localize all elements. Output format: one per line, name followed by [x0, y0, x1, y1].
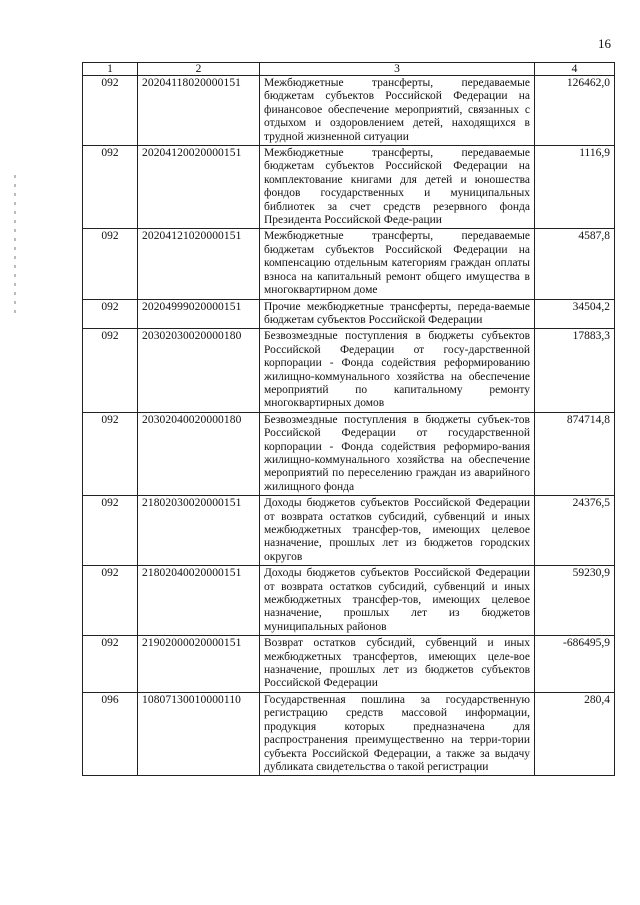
amount-cell: 4587,8: [535, 229, 615, 299]
amount-cell: 17883,3: [535, 329, 615, 412]
admin-code-cell: 092: [83, 496, 138, 566]
table-row: [83, 412, 615, 495]
table-row: [83, 329, 615, 412]
kbk-code-cell: 21902000020000151: [138, 636, 260, 693]
amount-cell: 34504,2: [535, 299, 615, 329]
admin-code-cell: 092: [83, 76, 138, 146]
description-cell: Межбюджетные трансферты, передаваемые бюджетам субъектов Российской Федерации на финансовое обеспечение мероприятий, связанных с отдыхом и оздоровлением детей, находящихся в трудной жизненной ситуации: [260, 76, 535, 146]
admin-code-cell: 092: [83, 146, 138, 229]
kbk-code-cell: 20204121020000151: [138, 229, 260, 299]
table-row: [83, 76, 615, 146]
table-row: [83, 146, 615, 229]
page-number: 16: [598, 36, 611, 51]
amount-cell: 1116,9: [535, 146, 615, 229]
admin-code-cell: 092: [83, 566, 138, 636]
kbk-code-cell: 20204999020000151: [138, 299, 260, 329]
admin-code-cell: 092: [83, 229, 138, 299]
description-cell: Прочие межбюджетные трансферты, переда-ваемые бюджетам субъектов Российской Федерации: [260, 299, 535, 329]
admin-code-cell: 092: [83, 329, 138, 412]
admin-code-cell: 096: [83, 692, 138, 775]
column-header: 2: [138, 63, 260, 76]
description-cell: Государственная пошлина за государственную регистрацию средств массовой информации, продукция которых предназначена для распространения преимущественно на терри-тории субъекта Российской Федерации, а также за выдачу дубликата свидетельства о такой регистрации: [260, 692, 535, 775]
column-header: 4: [535, 63, 615, 76]
admin-code-cell: 092: [83, 412, 138, 495]
table-row: [83, 496, 615, 566]
kbk-code-cell: 21802040020000151: [138, 566, 260, 636]
margin-binding-marks: [14, 175, 16, 315]
column-header: 3: [260, 63, 535, 76]
description-cell: Межбюджетные трансферты, передаваемые бюджетам субъектов Российской Федерации на компенсацию отдельным категориям граждан оплаты взноса на капитальный ремонт общего имущества в многоквартирном доме: [260, 229, 535, 299]
kbk-code-cell: 20302030020000180: [138, 329, 260, 412]
kbk-code-cell: 20302040020000180: [138, 412, 260, 495]
amount-cell: -686495,9: [535, 636, 615, 693]
amount-cell: 126462,0: [535, 76, 615, 146]
amount-cell: 24376,5: [535, 496, 615, 566]
kbk-code-cell: 20204120020000151: [138, 146, 260, 229]
kbk-code-cell: 20204118020000151: [138, 76, 260, 146]
table-row: [83, 229, 615, 299]
description-cell: Межбюджетные трансферты, передаваемые бюджетам субъектов Российской Федерации на комплектование книгами для детей и юношества фондов государственных и муниципальных библиотек за счет средств резервного фонда Президента Российской Феде-рации: [260, 146, 535, 229]
table-row: [83, 566, 615, 636]
description-cell: Доходы бюджетов субъектов Российской Федерации от возврата остатков субсидий, субвенций и иных межбюджетных трансфер-тов, имеющих целевое назначение, прошлых лет из бюджетов муниципальных районов: [260, 566, 535, 636]
description-cell: Безвозмездные поступления в бюджеты субъектов Российской Федерации от госу-дарственной корпорации - Фонда содействия реформированию жилищно-коммунального хозяйства на обеспечение мероприятий по капитальному ремонту многоквартирных домов: [260, 329, 535, 412]
kbk-code-cell: 21802030020000151: [138, 496, 260, 566]
amount-cell: 280,4: [535, 692, 615, 775]
table-header-row: [83, 63, 615, 76]
admin-code-cell: 092: [83, 636, 138, 693]
table-row: [83, 636, 615, 693]
table-row: [83, 692, 615, 775]
column-header: 1: [83, 63, 138, 76]
table-row: [83, 299, 615, 329]
kbk-code-cell: 10807130010000110: [138, 692, 260, 775]
description-cell: Возврат остатков субсидий, субвенций и иных межбюджетных трансфертов, имеющих целе-вое назначение, прошлых лет из бюджетов субъектов Российской Федерации: [260, 636, 535, 693]
admin-code-cell: 092: [83, 299, 138, 329]
amount-cell: 59230,9: [535, 566, 615, 636]
revenue-table: [82, 62, 615, 776]
description-cell: Безвозмездные поступления в бюджеты субъек-тов Российской Федерации от государственной корпорации - Фонда содействия реформиро-вания жилищно-коммунального хозяйства на обеспечение мероприятий по переселению граждан из аварийного жилищного фонда: [260, 412, 535, 495]
amount-cell: 874714,8: [535, 412, 615, 495]
description-cell: Доходы бюджетов субъектов Российской Федерации от возврата остатков субсидий, субвенций и иных межбюджетных трансфер-тов, имеющих целевое назначение, прошлых лет из бюджетов городских округов: [260, 496, 535, 566]
